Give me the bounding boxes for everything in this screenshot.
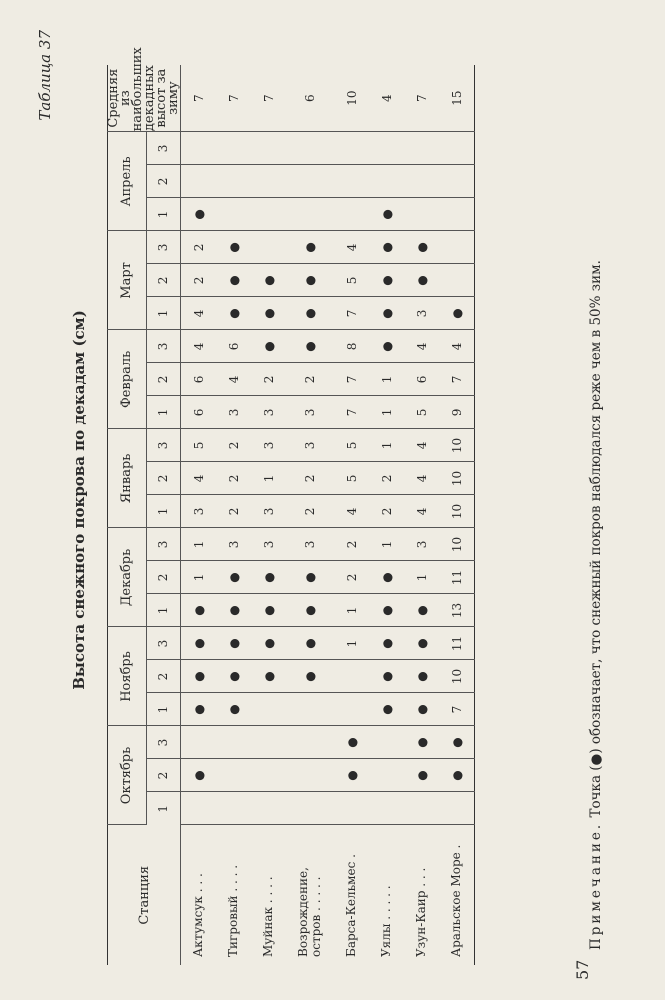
table-cell: 1	[369, 528, 404, 561]
table-cell: 5	[181, 429, 217, 462]
decade-header: 1	[146, 693, 180, 726]
dot-marker: ●	[216, 231, 251, 264]
table-cell	[439, 198, 475, 231]
dot-marker: ●	[439, 297, 475, 330]
table-cell	[216, 759, 251, 792]
average-cell: 7	[404, 65, 439, 132]
table-row	[369, 65, 404, 965]
dot-marker: ●	[286, 660, 334, 693]
table-cell: 2	[251, 363, 286, 396]
table-cell: 1	[181, 561, 217, 594]
table-cell	[404, 792, 439, 825]
table-cell: 3	[286, 396, 334, 429]
dot-marker: ●	[216, 594, 251, 627]
station-header: Станция	[108, 825, 181, 965]
dot-marker: ●	[404, 693, 439, 726]
table-cell: 2	[286, 363, 334, 396]
table-cell	[286, 198, 334, 231]
table-cell	[251, 231, 286, 264]
table-cell	[439, 792, 475, 825]
decade-header: 1	[146, 297, 180, 330]
table-cell	[369, 792, 404, 825]
decade-header: 2	[146, 660, 180, 693]
decade-header: 2	[146, 363, 180, 396]
table-cell: 10	[439, 495, 475, 528]
table-cell	[334, 792, 369, 825]
table-cell: 7	[439, 363, 475, 396]
decade-header: 3	[146, 132, 180, 165]
table-cell: 4	[334, 231, 369, 264]
table-cell: 3	[216, 396, 251, 429]
dot-marker: ●	[369, 627, 404, 660]
table-cell	[216, 792, 251, 825]
table-cell: 13	[439, 594, 475, 627]
decade-header: 2	[146, 165, 180, 198]
dot-marker: ●	[216, 660, 251, 693]
dot-marker: ●	[369, 231, 404, 264]
table-cell: 5	[334, 264, 369, 297]
dot-marker: ●	[286, 297, 334, 330]
table-cell: 4	[404, 495, 439, 528]
dot-marker: ●	[404, 759, 439, 792]
station-name: Возрождение, остров . . . . .	[296, 867, 323, 957]
dot-marker: ●	[404, 627, 439, 660]
dot-marker: ●	[251, 561, 286, 594]
table-cell	[251, 132, 286, 165]
table-cell: 1	[404, 561, 439, 594]
dot-marker: ●	[251, 330, 286, 363]
table-cell	[334, 198, 369, 231]
decade-header: 1	[146, 495, 180, 528]
station-name: Уялы . . . . .	[379, 885, 393, 957]
average-cell: 10	[334, 65, 369, 132]
table-cell	[286, 792, 334, 825]
month-header: Январь	[108, 429, 147, 528]
dot-marker: ●	[216, 693, 251, 726]
dot-marker: ●	[251, 264, 286, 297]
dot-marker: ●	[251, 594, 286, 627]
dot-marker: ●	[286, 231, 334, 264]
dot-marker: ●	[181, 693, 217, 726]
dot-marker: ●	[369, 297, 404, 330]
dot-marker: ●	[181, 198, 217, 231]
decade-header: 3	[146, 429, 180, 462]
table-cell: 1	[369, 429, 404, 462]
table-cell: 7	[334, 396, 369, 429]
dot-marker: ●	[181, 594, 217, 627]
table-cell	[369, 165, 404, 198]
dot-marker: ●	[216, 297, 251, 330]
table-title: Высота снежного покрова по декадам (см)	[70, 310, 88, 690]
table-cell	[216, 726, 251, 759]
table-cell: 5	[404, 396, 439, 429]
dot-marker: ●	[369, 330, 404, 363]
table-cell: 2	[216, 429, 251, 462]
table-cell	[251, 726, 286, 759]
dot-marker: ●	[216, 627, 251, 660]
table-cell: 8	[334, 330, 369, 363]
month-header: Ноябрь	[108, 627, 147, 726]
page-number: 57	[573, 959, 592, 980]
table-cell: 5	[334, 462, 369, 495]
table-cell: 3	[286, 429, 334, 462]
station-name: Актумсук . . .	[191, 873, 205, 957]
table-cell: 3	[251, 528, 286, 561]
table-cell: 1	[334, 594, 369, 627]
table-cell: 4	[181, 330, 217, 363]
table-cell: 4	[404, 330, 439, 363]
table-cell	[286, 693, 334, 726]
month-header: Декабрь	[108, 528, 147, 627]
decade-header: 3	[146, 231, 180, 264]
table-cell	[369, 759, 404, 792]
average-cell: 7	[251, 65, 286, 132]
table-cell: 2	[181, 231, 217, 264]
dot-marker: ●	[286, 264, 334, 297]
dot-marker: ●	[369, 561, 404, 594]
table-cell: 4	[216, 363, 251, 396]
table-cell: 9	[439, 396, 475, 429]
table-cell	[404, 198, 439, 231]
table-cell: 2	[334, 528, 369, 561]
table-cell	[404, 132, 439, 165]
table-cell: 11	[439, 627, 475, 660]
table-cell: 1	[251, 462, 286, 495]
table-cell: 2	[286, 462, 334, 495]
table-cell	[439, 132, 475, 165]
average-cell: 7	[216, 65, 251, 132]
station-name: Узун-Каир . . .	[414, 867, 428, 957]
table-cell	[334, 165, 369, 198]
table-cell	[439, 264, 475, 297]
table-cell	[251, 165, 286, 198]
table-cell	[286, 132, 334, 165]
table-cell: 3	[181, 495, 217, 528]
month-header: Октябрь	[108, 726, 147, 825]
table-cell: 2	[286, 495, 334, 528]
table-cell: 10	[439, 660, 475, 693]
dot-marker: ●	[369, 660, 404, 693]
table-cell	[439, 165, 475, 198]
table-cell: 3	[251, 396, 286, 429]
table-cell: 3	[404, 528, 439, 561]
table-cell: 7	[334, 297, 369, 330]
month-header: Февраль	[108, 330, 147, 429]
decade-header: 1	[146, 396, 180, 429]
table-cell	[251, 792, 286, 825]
dot-marker: ●	[404, 264, 439, 297]
table-cell	[251, 759, 286, 792]
dot-marker: ●	[286, 594, 334, 627]
dot-marker: ●	[216, 561, 251, 594]
table-cell	[334, 132, 369, 165]
station-name: Тигровый . . . .	[226, 864, 240, 957]
table-cell: 7	[334, 363, 369, 396]
dot-marker: ●	[286, 330, 334, 363]
table-cell: 4	[404, 429, 439, 462]
dot-marker: ●	[439, 759, 475, 792]
dot-marker: ●	[404, 594, 439, 627]
decade-header: 2	[146, 561, 180, 594]
table-cell	[216, 198, 251, 231]
table-cell: 6	[181, 396, 217, 429]
table-cell: 1	[334, 627, 369, 660]
table-row	[286, 65, 334, 965]
average-cell: 15	[439, 65, 475, 132]
decade-header: 2	[146, 462, 180, 495]
table-cell	[286, 165, 334, 198]
station-name: Барса-Кельмес .	[344, 854, 358, 957]
table-cell	[369, 132, 404, 165]
dot-marker: ●	[251, 297, 286, 330]
decade-header: 3	[146, 726, 180, 759]
decade-header: 1	[146, 594, 180, 627]
table-cell: 10	[439, 429, 475, 462]
dot-marker: ●	[369, 594, 404, 627]
dot-marker: ●	[286, 561, 334, 594]
decade-header: 3	[146, 330, 180, 363]
dot-marker: ●	[404, 660, 439, 693]
table-cell: 2	[216, 495, 251, 528]
dot-marker: ●	[439, 726, 475, 759]
table-cell: 7	[439, 693, 475, 726]
table-cell: 1	[369, 363, 404, 396]
table-cell: 11	[439, 561, 475, 594]
month-header: Март	[108, 231, 147, 330]
dot-marker: ●	[404, 231, 439, 264]
table-cell	[369, 726, 404, 759]
table-cell	[251, 693, 286, 726]
table-cell	[404, 165, 439, 198]
table-cell	[181, 792, 217, 825]
table-cell	[439, 231, 475, 264]
table-cell: 4	[404, 462, 439, 495]
table-cell: 1	[181, 528, 217, 561]
table-row	[216, 65, 251, 965]
table-cell: 4	[334, 495, 369, 528]
table-cell: 4	[181, 462, 217, 495]
table-row	[404, 65, 439, 965]
table-cell	[181, 132, 217, 165]
table-cell	[181, 165, 217, 198]
table-row	[181, 65, 217, 965]
dot-marker: ●	[369, 693, 404, 726]
table-cell: 2	[216, 462, 251, 495]
table-row	[439, 65, 475, 965]
decade-header: 3	[146, 528, 180, 561]
table-cell	[181, 726, 217, 759]
table-cell: 10	[439, 462, 475, 495]
table-row	[251, 65, 286, 965]
snow-depth-table	[106, 47, 475, 965]
dot-marker: ●	[251, 660, 286, 693]
average-cell: 6	[286, 65, 334, 132]
dot-marker: ●	[251, 627, 286, 660]
table-cell: 2	[334, 561, 369, 594]
table-cell: 3	[216, 528, 251, 561]
table-cell	[251, 198, 286, 231]
decade-header: 2	[146, 759, 180, 792]
table-cell: 6	[216, 330, 251, 363]
footnote-label: Примечание.	[588, 821, 604, 950]
decade-header: 1	[146, 792, 180, 825]
table-cell	[286, 759, 334, 792]
table-row	[334, 65, 369, 965]
dot-marker: ●	[334, 759, 369, 792]
table-label: Таблица 37	[36, 30, 54, 121]
table-cell: 1	[369, 396, 404, 429]
footnote-text: Точка (●) обозначает, что снежный покров наблюдался реже чем в 50% зим.	[588, 260, 604, 818]
table-cell: 10	[439, 528, 475, 561]
table-cell: 2	[369, 495, 404, 528]
table-cell: 3	[251, 495, 286, 528]
dot-marker: ●	[369, 198, 404, 231]
table-cell: 3	[251, 429, 286, 462]
table-cell	[216, 165, 251, 198]
table-cell: 2	[369, 462, 404, 495]
decade-header: 2	[146, 264, 180, 297]
table-cell: 4	[181, 297, 217, 330]
table-cell: 6	[404, 363, 439, 396]
dot-marker: ●	[369, 264, 404, 297]
average-cell: 7	[181, 65, 217, 132]
table-cell	[286, 726, 334, 759]
station-name: Аральское Море .	[449, 844, 463, 957]
decade-header: 1	[146, 198, 180, 231]
table-cell: 5	[334, 429, 369, 462]
dot-marker: ●	[334, 726, 369, 759]
dot-marker: ●	[181, 660, 217, 693]
dot-marker: ●	[181, 759, 217, 792]
average-header: Средняя из наибольших декадных высот за зиму	[106, 47, 181, 132]
table-cell: 3	[286, 528, 334, 561]
dot-marker: ●	[181, 627, 217, 660]
table-cell: 4	[439, 330, 475, 363]
dot-marker: ●	[404, 726, 439, 759]
decade-header: 3	[146, 627, 180, 660]
table-cell	[216, 132, 251, 165]
table-cell	[334, 693, 369, 726]
table-cell: 2	[181, 264, 217, 297]
dot-marker: ●	[216, 264, 251, 297]
dot-marker: ●	[286, 627, 334, 660]
table-cell: 3	[404, 297, 439, 330]
station-name: Муйнак . . . .	[261, 876, 275, 957]
average-cell: 4	[369, 65, 404, 132]
table-cell: 6	[181, 363, 217, 396]
month-header: Апрель	[108, 132, 147, 231]
footnote	[588, 70, 604, 950]
table-cell	[334, 660, 369, 693]
